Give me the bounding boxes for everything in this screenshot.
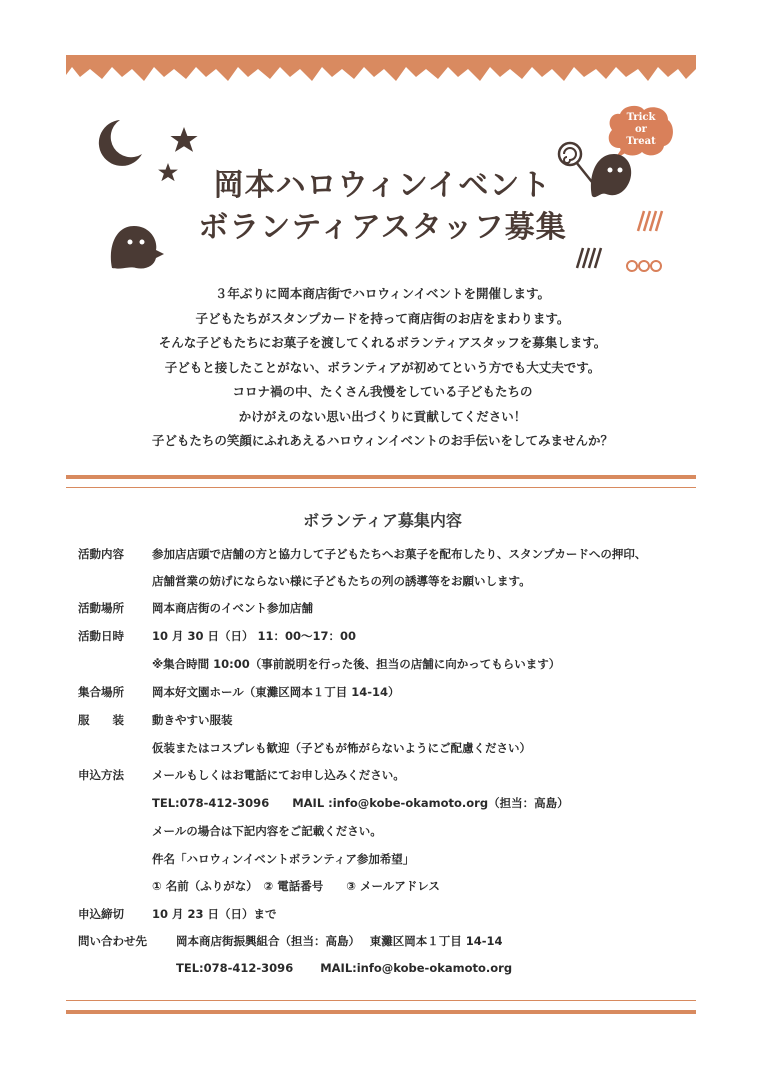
divider-thin <box>66 487 696 488</box>
value-deadline: 10 月 23 日（日）まで <box>152 907 277 921</box>
wrapped-candy-icon <box>624 256 664 276</box>
value-apply-contact: TEL:078-412-3096 MAIL :info@kobe-okamoto.org（担当：高島） <box>152 796 569 810</box>
label-activity: 活動内容 <box>78 547 124 561</box>
label-deadline: 申込締切 <box>78 907 124 921</box>
value-apply-items: ① 名前（ふりがな） ② 電話番号 ③ メールアドレス <box>152 879 440 893</box>
label-date: 活動日時 <box>78 629 124 643</box>
page-title-line2: ボランティアスタッフ募集 <box>198 210 567 245</box>
drip-banner <box>66 55 696 85</box>
label-apply: 申込方法 <box>78 768 124 782</box>
value-dress-note: 仮装またはコスプレも歓迎（子どもが怖がらないようにご配慮ください） <box>152 741 532 755</box>
value-place: 岡本商店街のイベント参加店舗 <box>152 601 313 615</box>
star-icon <box>170 127 198 153</box>
value-date-note: ※集合時間 10:00（事前説明を行った後、担当の店舗に向かってもらいます） <box>152 657 561 671</box>
divider-thick <box>66 1010 696 1014</box>
intro-line: そんな子どもたちにお菓子を渡してくれるボランティアスタッフを募集します。 <box>158 335 607 350</box>
intro-line: 子どもたちがスタンプカードを持って商店街のお店をまわります。 <box>195 310 570 326</box>
value-apply-note: メールの場合は下記内容をご記載ください。 <box>152 824 382 838</box>
value-inquiry-contact: TEL:078-412-3096 MAIL:info@kobe-okamoto.org <box>176 961 513 975</box>
intro-line: かけがえのない思い出づくりに貢献してください！ <box>238 408 527 424</box>
divider-thick <box>66 475 696 479</box>
intro-line: 子どもたちの笑顔にふれあえるハロウィンイベントのお手伝いをしてみませんか？ <box>151 433 614 448</box>
label-meeting-place: 集合場所 <box>78 685 124 699</box>
value-dress: 動きやすい服装 <box>152 713 233 727</box>
bubble-line: or <box>635 124 647 135</box>
value-apply: メールもしくはお電話にてお申し込みください。 <box>152 768 405 782</box>
intro-line: ３年ぶりに岡本商店街でハロウィンイベントを開催します。 <box>214 286 551 301</box>
divider-thin <box>66 1000 696 1001</box>
bubble-line: Treat <box>626 136 656 147</box>
value-meeting-place: 岡本好文園ホール（東灘区岡本１丁目 14-14） <box>152 685 400 699</box>
section-heading: ボランティア募集内容 <box>303 511 462 530</box>
intro-text <box>0 282 765 454</box>
intro-line: 子どもと接したことがない、ボランティアが初めてという方でも大丈夫です。 <box>164 359 601 375</box>
value-activity: 参加店店頭で店舗の方と協力して子どもたちへお菓子を配布したり、スタンプカードへの押印、 <box>152 547 647 561</box>
value-inquiry: 岡本商店街振興組合（担当：高島） 東灘区岡本１丁目 14-14 <box>176 934 503 948</box>
value-activity-cont: 店舗営業の妨げにならない様に子どもたちの列の誘導等をお願いします。 <box>152 574 531 588</box>
value-date: 10 月 30 日（日） 11：00〜17：00 <box>152 629 357 643</box>
bubble-line: Trick <box>626 112 656 123</box>
label-place: 活動場所 <box>78 601 124 615</box>
intro-line: コロナ禍の中、たくさん我慢をしている子どもたちの <box>232 384 533 399</box>
value-apply-subject: 件名「ハロウィンイベントボランティア参加希望」 <box>152 852 415 866</box>
candy-wrapper-icon <box>573 244 607 270</box>
page-title-line1: 岡本ハロウィンイベント <box>213 168 552 203</box>
label-dress: 服 装 <box>78 713 124 727</box>
label-inquiry: 問い合わせ先 <box>78 934 147 948</box>
